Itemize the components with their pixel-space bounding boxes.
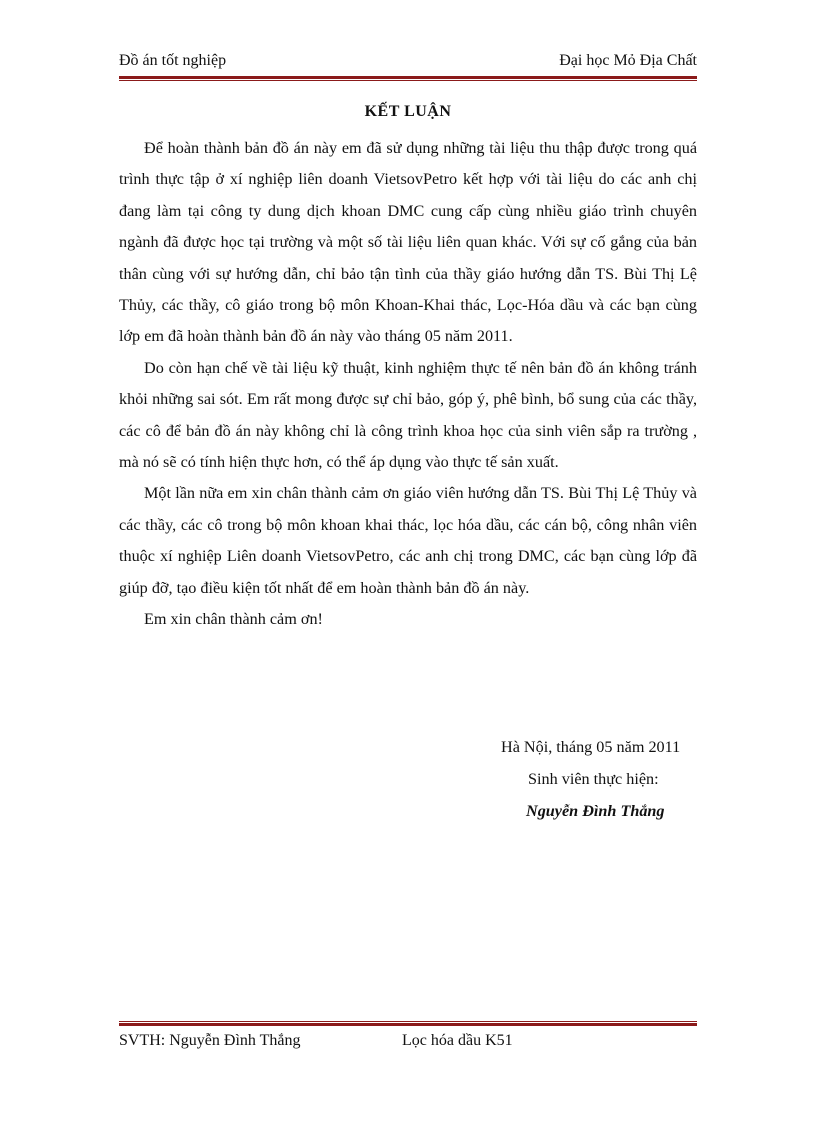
footer-rule-thick	[119, 1023, 697, 1026]
footer-class: Lọc hóa dầu K51	[402, 1032, 513, 1049]
header-left-text: Đồ án tốt nghiệp	[119, 52, 227, 69]
footer-rule-thin	[119, 1021, 697, 1022]
page-title: KẾT LUẬN	[364, 103, 452, 120]
footer-rule	[119, 1021, 697, 1026]
paragraph-3: Một lần nữa em xin chân thành cảm ơn giáo viên hướng dẫn TS. Bùi Thị Lệ Thủy và các thầy, các cô trong bộ môn khoan khai thác, lọc hóa dầu, các cán bộ, công nhân viên thuộc xí nghiệp Liên doanh VietsovPetro, các anh chị trong DMC, các bạn cùng lớp đã giúp đỡ, tạo điều kiện tốt nhất để em hoàn thành bản đồ án này.	[119, 484, 697, 597]
signature-date: Hà Nội, tháng 05 năm 2011	[501, 738, 681, 756]
paragraph-2: Do còn hạn chế về tài liệu kỹ thuật, kinh nghiệm thực tế nên bản đồ án không tránh khỏi những sai sót. Em rất mong được sự chỉ bảo, góp ý, phê bình, bổ sung của các thầy, các cô để bản đồ án này không chỉ là công trình khoa học của sinh viên sắp ra trường , mà nó sẽ có tính hiện thực hơn, có thể áp dụng vào thực tế sản xuất.	[119, 358, 697, 472]
footer-author: SVTH: Nguyễn Đình Thắng	[119, 1032, 301, 1049]
paragraph-4: Em xin chân thành cảm ơn!	[144, 610, 323, 629]
page-header	[119, 52, 697, 74]
paragraph-1: Để hoàn thành bản đồ án này em đã sử dụng những tài liệu thu thập được trong quá trình thực tập ở xí nghiệp liên doanh VietsovPetro kết hợp với tài liệu do các anh chị đang làm tại công ty dung dịch khoan DMC cung cấp cùng nhiều giáo trình chuyên ngành đã được học tại trường và một số tài liệu liên quan khác. Với sự cố gắng của bản thân cùng với sự hướng dẫn, chỉ bảo tận tình của thầy giáo hướng dẫn TS. Bùi Thị Lệ Thủy, các thầy, cô giáo trong bộ môn Khoan-Khai thác, Lọc-Hóa dầu và các bạn cùng lớp em đã hoàn thành bản đồ án này vào tháng 05 năm 2011.	[119, 139, 697, 346]
header-rule-thick	[119, 76, 697, 79]
signature-role: Sinh viên thực hiện:	[528, 770, 659, 788]
header-rule-thin	[119, 80, 697, 81]
body-text	[119, 133, 697, 636]
header-rule	[119, 76, 697, 81]
signature-name: Nguyễn Đình Thắng	[526, 802, 665, 820]
header-right-text: Đại học Mỏ Địa Chất	[559, 52, 697, 69]
